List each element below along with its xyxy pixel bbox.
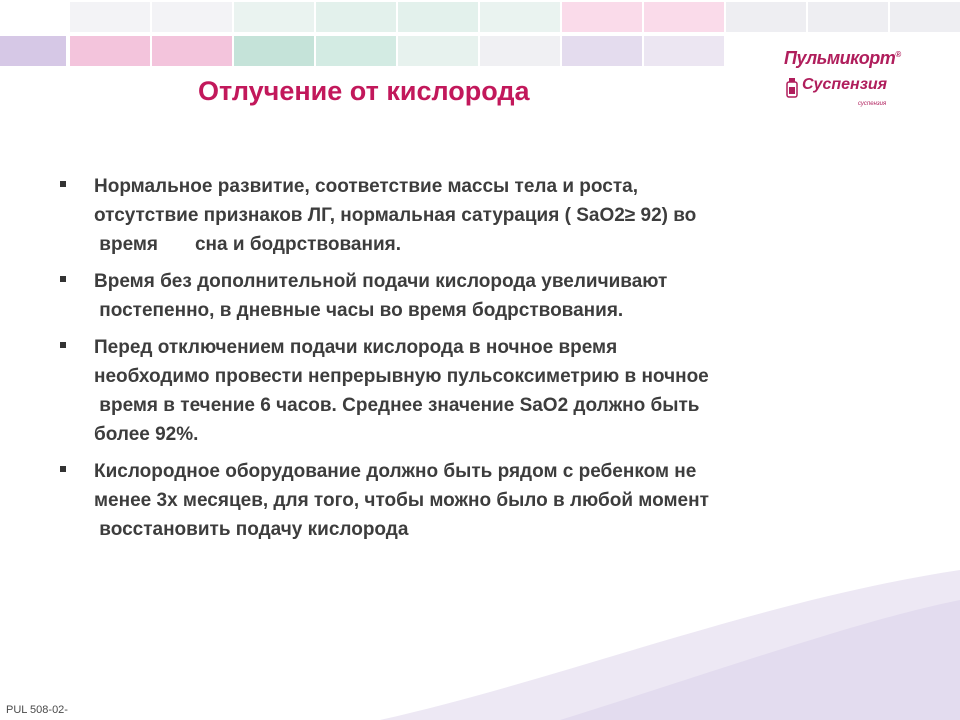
bullet-line: Перед отключением подачи кислорода в ночное время: [94, 337, 618, 358]
header-tile: [234, 36, 314, 66]
header-tile: [890, 2, 960, 32]
decorative-wave: [0, 560, 960, 720]
bullet-item: [60, 333, 880, 449]
slide-title: Отлучение от кислорода: [198, 76, 530, 106]
header-tile: [152, 36, 232, 66]
bullet-square-icon: [60, 181, 66, 187]
header-tile: [70, 2, 150, 32]
header-tile: [70, 36, 150, 66]
bullet-item: [60, 172, 880, 259]
bullet-line: необходимо провести непрерывную пульсоксиметрию в ночное: [94, 366, 709, 387]
bullet-line: время в течение 6 часов. Среднее значение SaO2 должно быть: [94, 395, 700, 416]
bullet-line: Нормальное развитие, соответствие массы тела и роста,: [94, 176, 638, 197]
bullet-square-icon: [60, 342, 66, 348]
bullet-line: время сна и бодрствования.: [94, 234, 402, 255]
header-tile: [398, 2, 478, 32]
header-tile: [316, 36, 396, 66]
bullet-line: постепенно, в дневные часы во время бодрствования.: [94, 300, 624, 321]
bullet-line: более 92%.: [94, 424, 199, 445]
logo-brand-text: Пульмикорт: [784, 48, 896, 68]
bullet-item: [60, 457, 880, 544]
pulmicort-logo: [780, 48, 910, 118]
bullet-line: менее 3х месяцев, для того, чтобы можно было в любой момент: [94, 490, 709, 511]
header-tile: [480, 36, 560, 66]
header-tile: [234, 2, 314, 32]
header-tile: [644, 36, 724, 66]
logo-subtext: суспензия: [858, 101, 887, 107]
header-tile: [152, 2, 232, 32]
bullet-line: восстановить подачу кислорода: [94, 519, 409, 540]
bullet-square-icon: [60, 466, 66, 472]
header-tile: [808, 2, 888, 32]
bullet-square-icon: [60, 276, 66, 282]
header-tile: [562, 36, 642, 66]
bullet-list: [60, 172, 880, 552]
header-tile: [316, 2, 396, 32]
header-tile: [398, 36, 478, 66]
respule-icon: [786, 78, 798, 98]
header-tile: [562, 2, 642, 32]
bullet-line: отсутствие признаков ЛГ, нормальная сатурация ( SaO2≥ 92) во: [94, 205, 697, 226]
header-tile: [726, 2, 806, 32]
bullet-line: Кислородное оборудование должно быть рядом с ребенком не: [94, 461, 697, 482]
bullet-line: Время без дополнительной подачи кислорода увеличивают: [94, 271, 668, 292]
logo-suspension: Суспензия: [802, 76, 888, 93]
footer-code: PUL 508-02-: [6, 704, 68, 716]
header-tile: [0, 36, 66, 66]
header-tile: [480, 2, 560, 32]
bullet-item: [60, 267, 880, 325]
logo-brand-name: [784, 48, 901, 69]
header-tile: [644, 2, 724, 32]
logo-registered-mark: ®: [895, 50, 901, 59]
